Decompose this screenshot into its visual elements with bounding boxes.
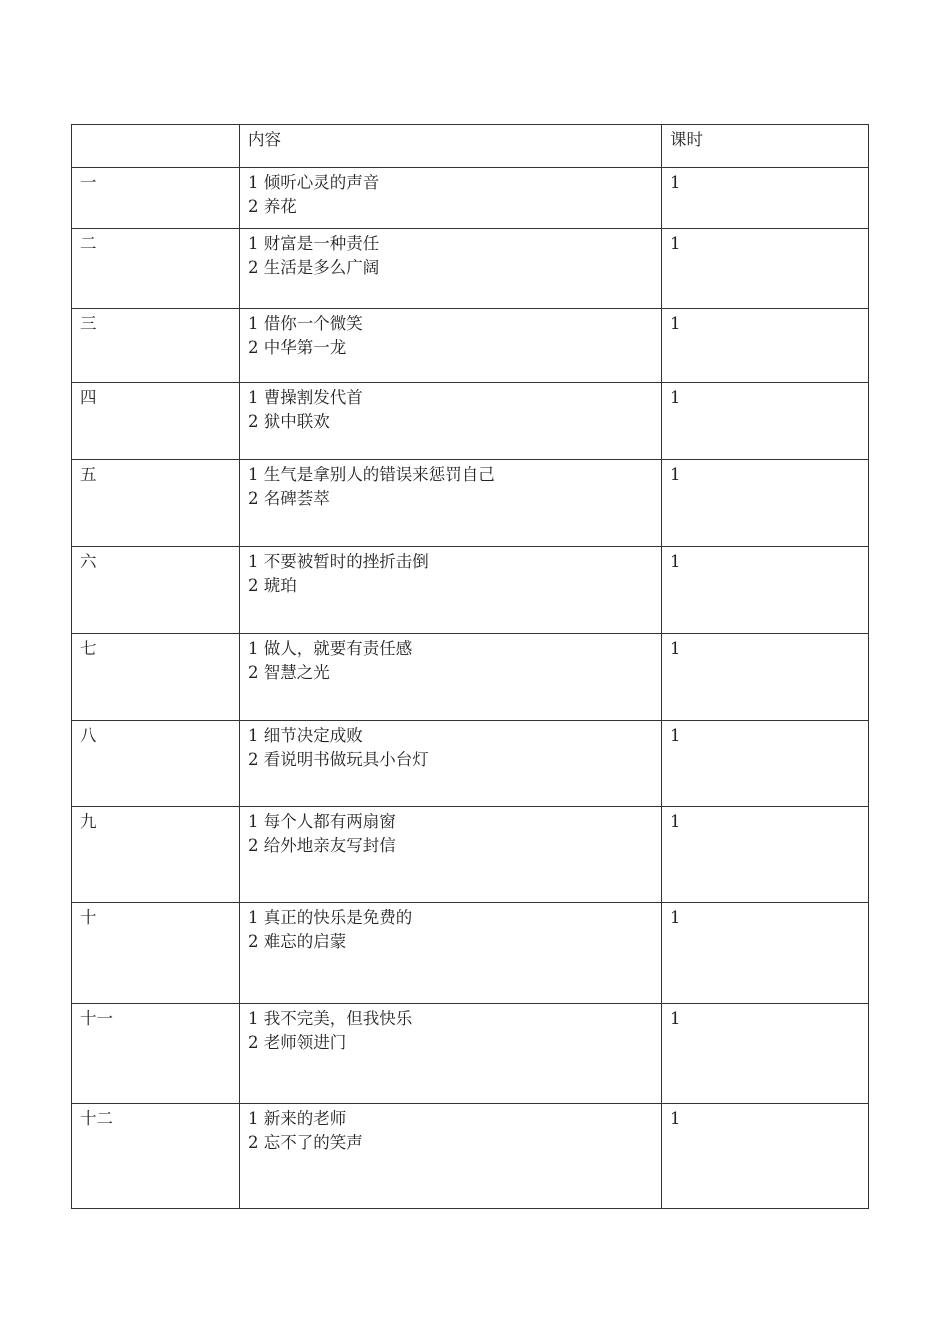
table-row	[72, 309, 869, 383]
table-row	[72, 903, 869, 1004]
hours-cell: 1	[662, 229, 869, 309]
hours-cell: 1	[662, 807, 869, 903]
table-row	[72, 168, 869, 229]
table-row	[72, 807, 869, 903]
table-row	[72, 460, 869, 547]
hours-cell: 1	[662, 309, 869, 383]
lesson-title: 2 琥珀	[248, 576, 297, 595]
hours-cell: 1	[662, 903, 869, 1004]
lesson-title: 2 看说明书做玩具小台灯	[248, 750, 429, 769]
content-cell	[240, 229, 662, 309]
content-cell	[240, 721, 662, 807]
table-row	[72, 1004, 869, 1104]
lesson-title: 1 倾听心灵的声音	[248, 173, 380, 192]
lesson-title: 1 曹操割发代首	[248, 388, 363, 407]
content-cell	[240, 1004, 662, 1104]
header-cell-hours: 课时	[662, 125, 869, 168]
lesson-title: 1 不要被暂时的挫折击倒	[248, 552, 429, 571]
content-cell	[240, 309, 662, 383]
unit-cell: 八	[72, 721, 240, 807]
unit-cell: 五	[72, 460, 240, 547]
lesson-title: 1 做人，就要有责任感	[248, 639, 413, 658]
table-row	[72, 1104, 869, 1209]
lesson-title: 2 养花	[248, 197, 297, 216]
unit-cell: 一	[72, 168, 240, 229]
content-cell	[240, 547, 662, 634]
unit-cell: 四	[72, 383, 240, 460]
lesson-title: 2 名碑荟萃	[248, 489, 330, 508]
header-cell-content: 内容	[240, 125, 662, 168]
content-cell	[240, 460, 662, 547]
hours-cell: 1	[662, 721, 869, 807]
table-row	[72, 229, 869, 309]
lesson-title: 2 狱中联欢	[248, 412, 330, 431]
table-row	[72, 547, 869, 634]
lesson-title: 2 难忘的启蒙	[248, 932, 347, 951]
lesson-title: 1 新来的老师	[248, 1109, 347, 1128]
content-cell	[240, 168, 662, 229]
hours-cell: 1	[662, 1004, 869, 1104]
lesson-title: 1 每个人都有两扇窗	[248, 812, 396, 831]
lesson-title: 1 生气是拿别人的错误来惩罚自己	[248, 465, 495, 484]
lesson-title: 1 真正的快乐是免费的	[248, 908, 413, 927]
content-cell	[240, 1104, 662, 1209]
table-row	[72, 634, 869, 721]
unit-cell: 七	[72, 634, 240, 721]
unit-cell: 十一	[72, 1004, 240, 1104]
content-cell	[240, 383, 662, 460]
lesson-title: 1 财富是一种责任	[248, 234, 380, 253]
content-cell	[240, 634, 662, 721]
hours-cell: 1	[662, 634, 869, 721]
unit-cell: 六	[72, 547, 240, 634]
hours-cell: 1	[662, 547, 869, 634]
unit-cell: 二	[72, 229, 240, 309]
lesson-title: 2 老师领进门	[248, 1033, 347, 1052]
table-row	[72, 721, 869, 807]
content-cell	[240, 807, 662, 903]
lesson-title: 1 我不完美，但我快乐	[248, 1009, 413, 1028]
lesson-title: 2 生活是多么广阔	[248, 258, 380, 277]
unit-cell: 十二	[72, 1104, 240, 1209]
unit-cell: 九	[72, 807, 240, 903]
table-header-row	[72, 125, 869, 168]
content-cell	[240, 903, 662, 1004]
lesson-title: 2 智慧之光	[248, 663, 330, 682]
lesson-title: 2 忘不了的笑声	[248, 1133, 363, 1152]
hours-cell: 1	[662, 1104, 869, 1209]
lesson-title: 2 中华第一龙	[248, 338, 347, 357]
hours-cell: 1	[662, 460, 869, 547]
unit-cell: 三	[72, 309, 240, 383]
hours-cell: 1	[662, 383, 869, 460]
header-cell-unit	[72, 125, 240, 168]
lesson-title: 2 给外地亲友写封信	[248, 836, 396, 855]
lesson-title: 1 借你一个微笑	[248, 314, 363, 333]
schedule-table	[71, 124, 869, 1209]
unit-cell: 十	[72, 903, 240, 1004]
table-row	[72, 383, 869, 460]
lesson-title: 1 细节决定成败	[248, 726, 363, 745]
hours-cell: 1	[662, 168, 869, 229]
